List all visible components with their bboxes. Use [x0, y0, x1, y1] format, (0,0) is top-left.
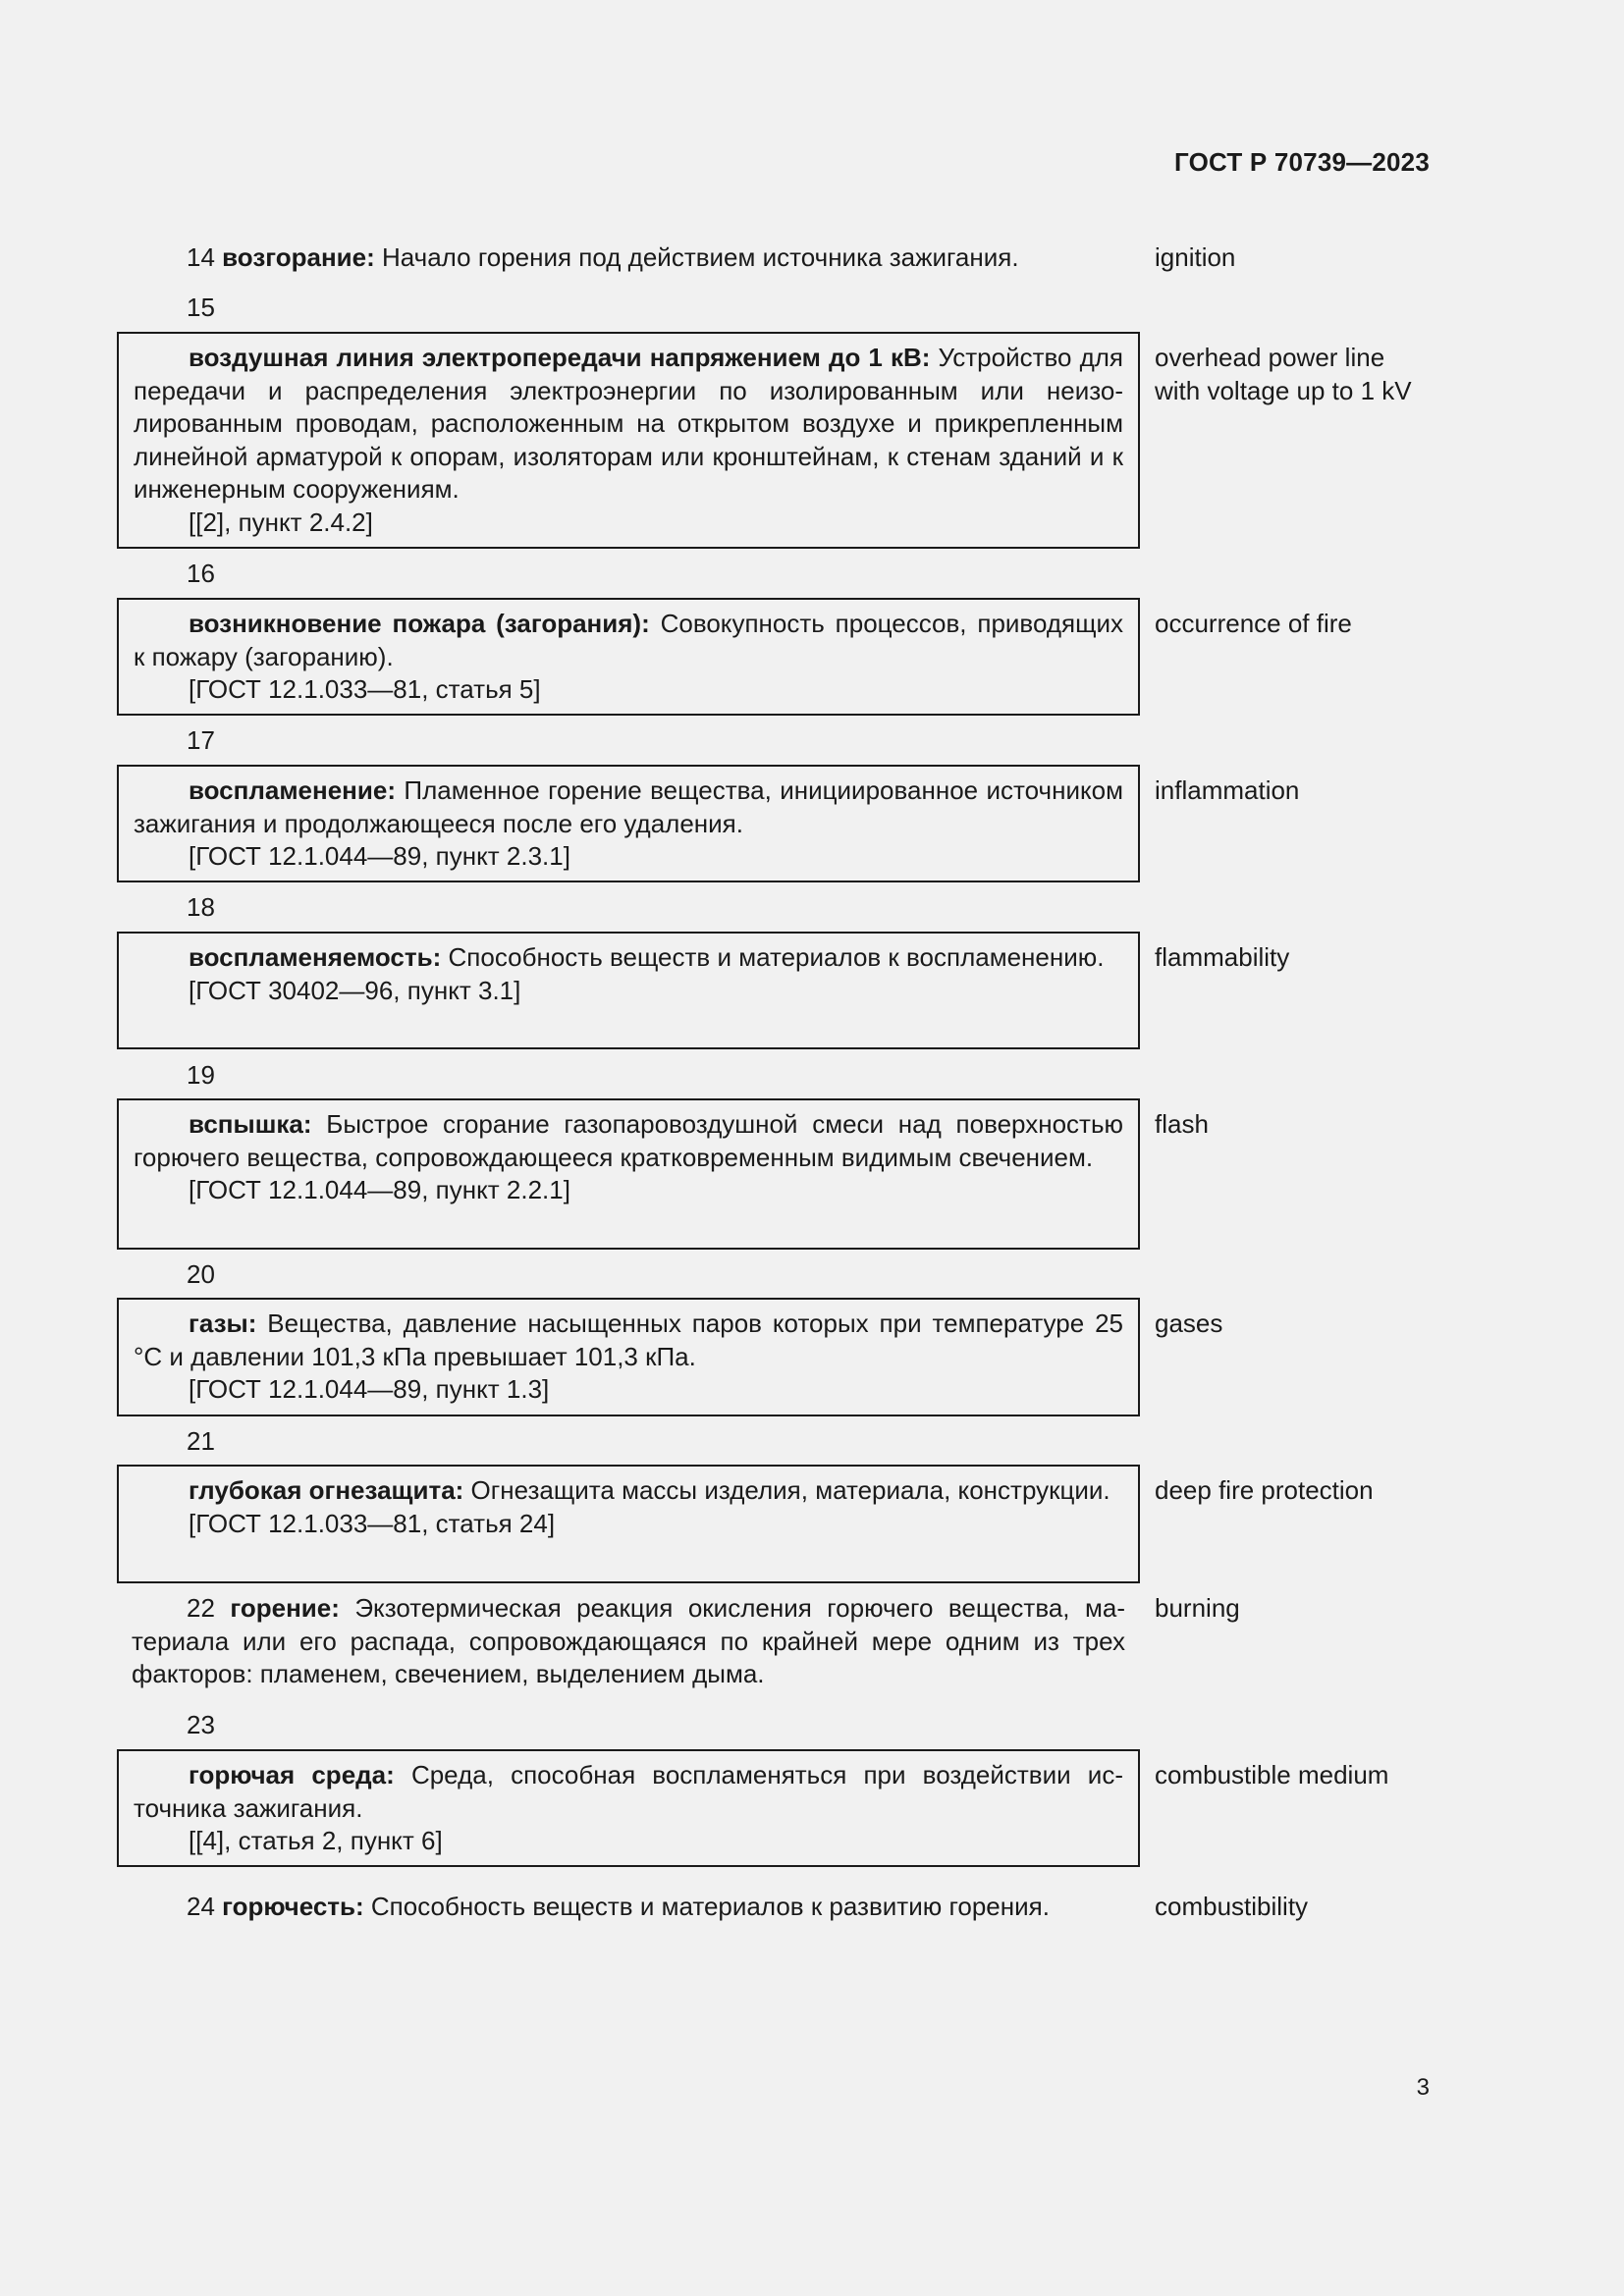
source-reference: [ГОСТ 12.1.044—89, пункт 2.3.1]	[189, 841, 570, 871]
english-term: gases	[1155, 1308, 1223, 1338]
source-reference: [[2], пункт 2.4.2]	[189, 507, 373, 537]
english-term: combustible medium	[1155, 1760, 1389, 1789]
definition: Способность веществ и материалов к воспламенению.	[441, 942, 1105, 972]
term-box	[117, 932, 1140, 1049]
english-term: inflammation	[1155, 775, 1300, 805]
english-term: ignition	[1155, 242, 1236, 272]
entry-14-text: 14 возгорание: Начало горения под действием источника зажигания.	[187, 242, 1019, 272]
entry-number: 17	[187, 725, 215, 755]
entry-22-text: 22 горение: Экзотермическая реакция окисления горючего вещества, материала или его распада, сопровождающаяся по крайней мере одним из трех факторов: пламенем, свечением, выделением дыма.	[132, 1593, 1125, 1688]
english-term: combustibility	[1155, 1892, 1309, 1921]
term-box	[117, 1098, 1140, 1250]
english-term: deep fire protection	[1155, 1475, 1374, 1505]
term: горение:	[230, 1593, 340, 1623]
definition: Огнезащита массы изделия, материала, конструкции.	[463, 1475, 1110, 1505]
entry-number: 15	[187, 293, 215, 322]
source-reference: [ГОСТ 12.1.033—81, статья 24]	[189, 1508, 556, 1538]
entry-number: 18	[187, 892, 215, 922]
source-reference: [ГОСТ 12.1.044—89, пункт 2.2.1]	[189, 1175, 570, 1204]
term: вспышка:	[189, 1109, 312, 1139]
entry-number: 20	[187, 1259, 215, 1289]
term: воспламеняемость:	[189, 942, 442, 972]
term: возникновение пожара (загорания):	[189, 609, 650, 638]
term-box	[117, 1465, 1140, 1583]
english-term: burning	[1155, 1593, 1240, 1623]
source-reference: [ГОСТ 12.1.044—89, пункт 1.3]	[189, 1374, 550, 1404]
definition: Пламенное горение вещества, инициированное источником зажигания и продолжающееся после его удаления.	[134, 775, 1123, 838]
term: горючесть:	[222, 1892, 364, 1921]
term-box	[117, 765, 1140, 882]
source-reference: [[4], статья 2, пункт 6]	[189, 1826, 443, 1855]
term-box	[117, 1749, 1140, 1867]
english-term: flash	[1155, 1109, 1209, 1139]
term: возгорание:	[222, 242, 375, 272]
definition: Начало горения под действием источника зажигания.	[374, 242, 1019, 272]
term-box	[117, 1298, 1140, 1416]
document-header: ГОСТ Р 70739—2023	[1174, 147, 1430, 177]
term: воспламенение:	[189, 775, 396, 805]
source-reference: [ГОСТ 12.1.033—81, статья 5]	[189, 674, 541, 704]
entry-number: 16	[187, 559, 215, 588]
entry-number: 21	[187, 1426, 215, 1456]
entry-number: 19	[187, 1060, 215, 1090]
definition: Среда, способная воспламеняться при воздействии источника зажигания.	[134, 1760, 1123, 1823]
definition: Способность веществ и материалов к развитию горения.	[363, 1892, 1050, 1921]
term: горючая среда:	[189, 1760, 395, 1789]
entry-number: 23	[187, 1710, 215, 1739]
page-number: 3	[1416, 2074, 1430, 2101]
term: воздушная линия электропередачи напряжением до 1 кВ:	[189, 343, 931, 372]
definition: Быстрое сгорание газопаровоздушной смеси над поверхностью горючего вещества, сопровождающееся кратковременным видимым свечением.	[134, 1109, 1123, 1172]
definition: Экзотермическая реакция окисления горючего вещества, материала или его распада, сопровождающаяся по крайней мере одним из трех факторов: пламенем, свечением, выделением дыма.	[132, 1593, 1125, 1688]
source-reference: [ГОСТ 30402—96, пункт 3.1]	[189, 975, 521, 1005]
english-term: flammability	[1155, 942, 1290, 972]
term: глубокая огнезащита:	[189, 1475, 464, 1505]
entry-24-text: 24 горючесть: Способность веществ и материалов к развитию горения.	[187, 1892, 1050, 1921]
definition: Вещества, давление насыщенных паров которых при температуре 25 °С и давлении 101,3 кПа превышает 101,3 кПа.	[134, 1308, 1123, 1371]
term: газы:	[189, 1308, 257, 1338]
term-box	[117, 332, 1140, 549]
definition: Совокупность процессов, приводящих к пожару (загоранию).	[134, 609, 1124, 671]
english-term: overhead power line with voltage up to 1 kV	[1155, 343, 1412, 405]
definition: Устройство для передачи и распределения электроэнергии по изолированным или неизолированным проводам, расположенным на открытом воздухе и прикрепленным линейной арматурой к опорам, изоляторам или кронштейнам, к стенам зданий и к инженерным сооружениям.	[134, 343, 1123, 504]
english-term: occurrence of fire	[1155, 609, 1352, 638]
term-box	[117, 598, 1140, 716]
